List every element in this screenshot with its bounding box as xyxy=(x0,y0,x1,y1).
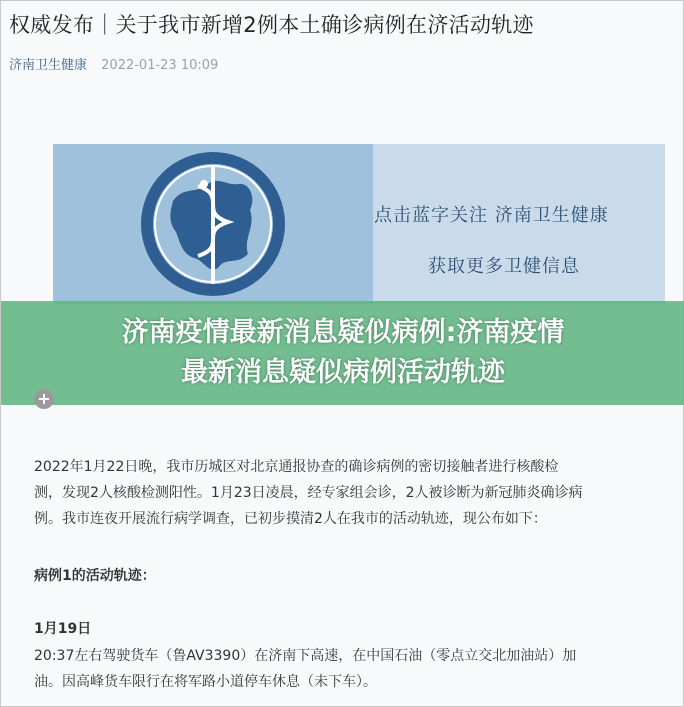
health-organization-emblem-icon xyxy=(138,146,288,302)
publish-time: 2022-01-23 10:09 xyxy=(101,58,219,73)
headline-overlay-text xyxy=(1,313,684,393)
intro-line-2: 测，发现2人核酸检测阳性。1月23日凌晨，经专家组会诊，2人被诊断为新冠肺炎确诊病 xyxy=(34,485,583,501)
detail-line-2: 油。因高峰货车限行在将军路小道停车休息（未下车）。 xyxy=(34,674,377,690)
date-heading: 1月19日 xyxy=(34,621,92,637)
banner-info-text: 获取更多卫健信息 xyxy=(428,256,580,277)
banner-follow-text: 点击蓝字关注 济南卫生健康 xyxy=(374,205,609,226)
detail-paragraph xyxy=(34,643,664,695)
plus-icon[interactable]: + xyxy=(34,389,54,409)
case-heading: 病例1的活动轨迹： xyxy=(34,568,156,584)
overlay-line-1: 济南疫情最新消息疑似病例:济南疫情 xyxy=(121,317,565,348)
article-meta xyxy=(9,54,218,73)
source-link[interactable]: 济南卫生健康 xyxy=(9,58,88,73)
article-title: 权威发布｜关于我市新增2例本土确诊病例在济活动轨迹 xyxy=(9,13,534,37)
intro-line-3: 例。我市连夜开展流行病学调查，已初步摸清2人在我市的活动轨迹，现公布如下： xyxy=(34,511,547,527)
intro-line-1: 2022年1月22日晚，我市历城区对北京通报协查的确诊病例的密切接触者进行核酸检 xyxy=(34,459,559,475)
detail-line-1: 20:37左右驾驶货车（鲁AV3390）在济南下高速，在中国石油（零点立交北加油站）加 xyxy=(34,648,577,664)
overlay-line-2: 最新消息疑似病例活动轨迹 xyxy=(181,357,505,388)
intro-paragraph xyxy=(34,454,664,532)
